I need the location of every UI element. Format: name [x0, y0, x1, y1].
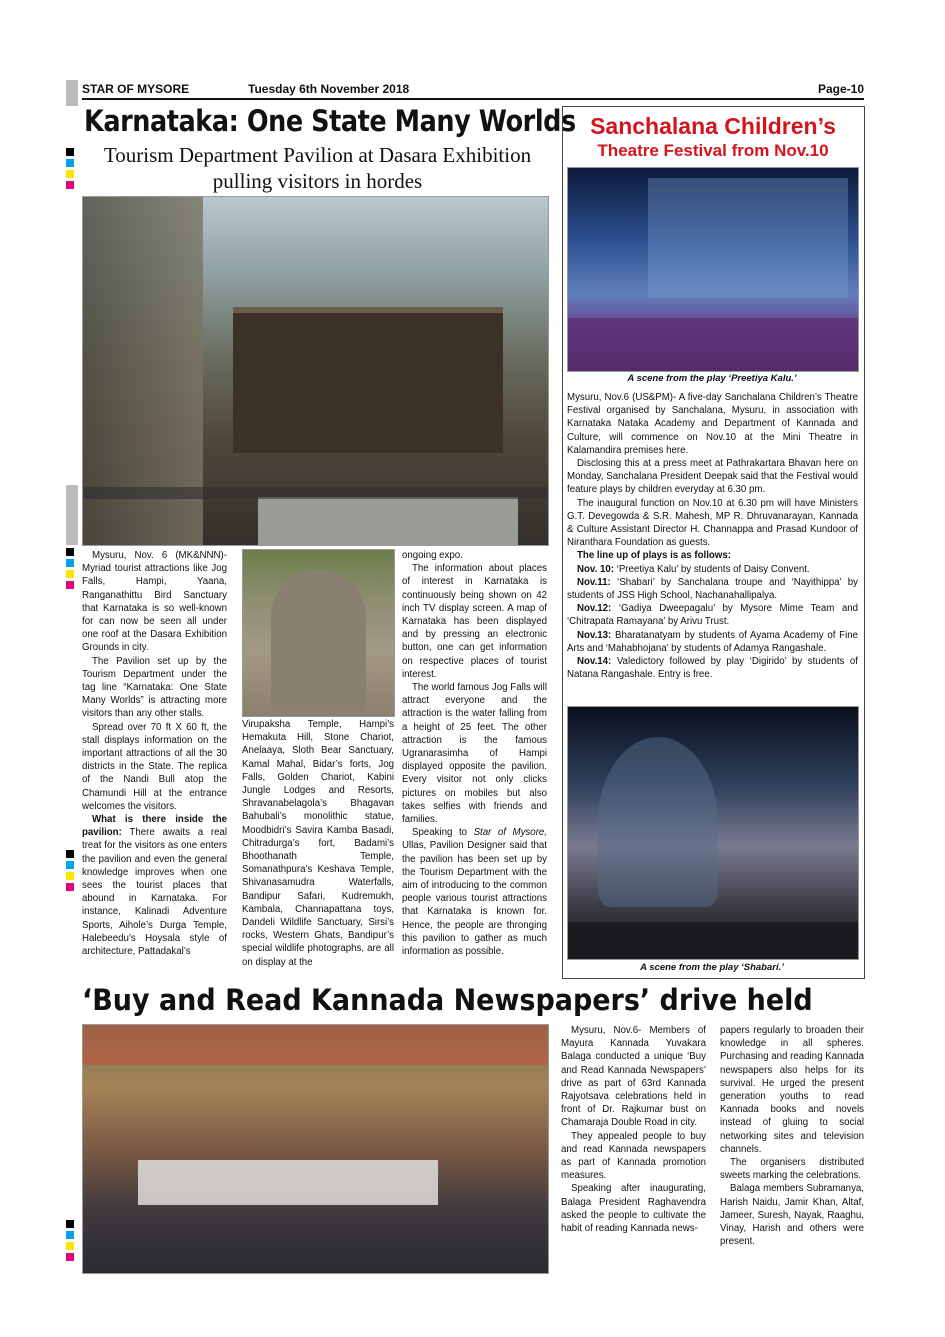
shabari-scene-photo: [567, 706, 859, 960]
sidebar-title-line: Sanchalana Children’s: [590, 113, 836, 139]
article-column: [720, 1024, 864, 1248]
tourism-pavilion-photo: [82, 196, 549, 546]
lineup-date: Nov.12:: [577, 603, 612, 615]
paragraph: Disclosing this at a press meet at Pathrakartara Bhavan here on Monday, Sanchalana President Deepak said that the Festival would feature plays by children everyday at 6.30 pm.: [567, 458, 858, 496]
lineup-date: Nov.13:: [577, 629, 612, 641]
lineup-text: Bharatanatyam by students of Ayama Academy of Fine Arts and ‘Mahabhojana’ by students of Adamya Rangashale.: [567, 629, 858, 654]
color-registration-marks: [66, 850, 74, 894]
ugranarasimha-statue-photo: [242, 549, 395, 717]
photo-caption: A scene from the play ‘Shabari.’: [640, 962, 784, 973]
lineup-heading: [567, 549, 858, 562]
article-headline: ‘Buy and Read Kannada Newspapers’ drive held: [82, 983, 813, 1017]
newspaper-drive-group-photo: [82, 1024, 549, 1274]
preetiya-kalu-scene-photo: [567, 167, 859, 372]
paragraph: The Pavilion set up by the Tourism Department under the tag line “Karnataka: One State Many Worlds” is attracting more visitors than any other stalls.: [82, 655, 227, 720]
lineup-date: Nov.11:: [577, 576, 611, 588]
paragraph: Mysuru, Nov.6 (US&PM)- A five-day Sanchalana Children’s Theatre Festival organised by Sanchalana, Mysuru, in association with Karnataka Nataka Academy and Department of Kannada and Culture, will commence on Nov.10 at the Mini Theatre in Kalamandira premises here.: [567, 392, 858, 456]
paragraph: The information about places of interest in Karnataka is continuously being shown on 42 inch TV display screen. A map of Karnataka has been displayed and by pressing an electronic button, one can get information on respective places of tourist interest.: [402, 563, 547, 680]
header-rule: [82, 98, 864, 100]
paragraph: [82, 813, 227, 958]
lineup-item: [567, 655, 858, 681]
article-subhead: Tourism Department Pavilion at Dasara Exhibition pulling visitors in hordes: [103, 143, 532, 193]
lineup-text: ‘Shabari’ by Sanchalana troupe and ‘Nayithippa’ by students of JSS High School, Nachanahallipalya.: [567, 576, 858, 602]
paragraph: Spread over 70 ft X 60 ft, the stall displays information on the important attractions of all the 30 districts in the State. The replica of the Nandi Bull atop the Chamundi Hill at the entrance welcomes the visitors.: [82, 721, 227, 812]
lineup-text: ‘Preetiya Kalu’ by students of Daisy Convent.: [613, 563, 810, 575]
paragraph: Balaga members Subramanya, Harish Naidu, Jamir Khan, Altaf, Jameer, Suresh, Nayak, Raaghu, Vinay, Harish and others were present.: [720, 1183, 864, 1248]
margin-grey-bar: [66, 485, 78, 545]
paragraph: The world famous Jog Falls will attract everyone and the attraction is the water falling from a height of 25 feet. The other attraction is the famous Ugranarasimha of Hampi displayed opposite the pavilion. Every visitor not only clicks pictures on mobiles but also takes selfies with friends and families.: [402, 682, 547, 826]
article-column: [402, 549, 547, 958]
color-registration-marks: [66, 548, 74, 592]
paragraph: papers regularly to broaden their knowledge in all spheres. Purchasing and reading Kannada newspapers also helps for its survival. He urged the present generation youths to read Kannada books and novels instead of gluing to social networking sites and television channels.: [720, 1025, 864, 1155]
color-registration-marks: [66, 1220, 74, 1264]
paragraph: ongoing expo.: [402, 550, 463, 561]
lineup-date: Nov.14:: [577, 656, 612, 668]
paragraph: The inaugural function on Nov.10 at 6.30 pm will have Ministers G.T. Devegowda & S.R. Mahesh, MP R. Dhruvanarayan, Kannada & Culture Assistant Director H. Channappa and Prasad Kundoor of Niranthara Foundation as guests.: [567, 497, 858, 549]
publication-name: Star of Mysore,: [473, 827, 547, 839]
lineup-item: [567, 629, 858, 655]
page-number: Page-10: [817, 82, 864, 96]
lineup-date: Nov. 10:: [577, 563, 614, 575]
paragraph: They appealed people to buy and read Kannada newspapers as part of Kannada promotion measures.: [561, 1130, 706, 1182]
article-headline: Karnataka: One State Many Worlds: [84, 104, 576, 138]
paragraph: Mysuru, Nov.6- Members of Mayura Kannada Yuvakara Balaga conducted a unique ‘Buy and Read Kannada Newspapers’ drive as part of 63rd Kannada Rajyotsava celebrations held in front of Dr. Rajkumar bust on Chamaraja Double Road in city.: [561, 1025, 706, 1129]
paragraph-text: Ullas, Pavilion Designer said that the pavilion has been set up by the Tourism Department with the aim of introducing to the common people various tourist attractions that Karnataka is known for. Hence, the people are thronging this pavilion to gather as much information as possible.: [402, 840, 547, 958]
page-header: [82, 80, 864, 98]
paragraph: Mysuru, Nov. 6 (MK&NNN)- Myriad tourist attractions like Jog Falls, Hampi, Yaana, Ranganathittu Bird Sanctuary that Karnataka is so well-known for can now be seen all under one roof at the Dasara Exhibition Grounds in city.: [82, 550, 227, 654]
lineup-heading-text: The line up of plays is as follows:: [577, 550, 731, 562]
photo-caption: A scene from the play ‘Preetiya Kalu.’: [627, 373, 797, 384]
paragraph: [402, 826, 547, 958]
sidebar-title: [566, 112, 860, 162]
lineup-item: [567, 602, 858, 628]
margin-grey-bar: [66, 80, 78, 106]
sidebar-title-line: Theatre Festival from Nov.10: [597, 141, 829, 160]
article-column: [242, 718, 394, 969]
masthead: STAR OF MYSORE: [82, 82, 190, 96]
paragraph-text: Speaking to: [412, 827, 474, 839]
issue-date: Tuesday 6th November 2018: [248, 82, 410, 96]
paragraph: Speaking after inaugurating, Balaga President Raghavendra asked the people to cultivate the habit of reading Kannada news-: [561, 1183, 706, 1235]
color-registration-marks: [66, 148, 74, 192]
lineup-text: Valedictory followed by play ‘Digirido’ by students of Natana Rangashale. Entry is free.: [567, 656, 858, 681]
article-column: [561, 1024, 706, 1235]
lineup-item: [567, 563, 858, 576]
sidebar-text: [567, 391, 858, 681]
paragraph: The organisers distributed sweets marking the celebrations.: [720, 1157, 864, 1182]
paragraph-text: There awaits a real treat for the visitors as one enters the pavilion and even the general knowledge improves when one sees the tourist places that abound in Karnataka. For instance, Kalinadi Adventure Sports, Aihole’s Durga Temple, Halebeedu’s Hoysala style of architecture, Pattadakal’s: [82, 827, 227, 958]
lineup-text: ‘Gadiya Dweepagalu’ by Mysore Mime Team and ‘Chitrapata Ramayana’ by Arivu Trust.: [567, 603, 858, 628]
lineup-item: [567, 576, 858, 602]
article-column: [82, 549, 227, 958]
paragraph-subhead: What is there inside the pavilion:: [82, 814, 227, 839]
paragraph: Virupaksha Temple, Hampi’s Hemakuta Hill, Stone Chariot, Anelaaya, Sloth Bear Sanctuary, Kamal Mahal, Bidar’s forts, Jog Falls, Golden Chariot, Kabini Jungle Lodges and Resorts, Shravanabelagola’s Bhagavan Bahubali’s monolithic statue, Moodbidri’s Savira Kamba Basadi, Chitradurga’s fort, Badami’s Bhoothanath Temple, Somanathpura’s Keshava Temple, Shivanasamudra Waterfalls, Bandipur Safari, Kudremukh, Kambala, Channapattana toys, Dandeli Wildlife Sanctuary, Sirsi’s rocks, Western Ghats, Bandipur’s special wildlife photographs, are all on display at the: [242, 719, 394, 968]
